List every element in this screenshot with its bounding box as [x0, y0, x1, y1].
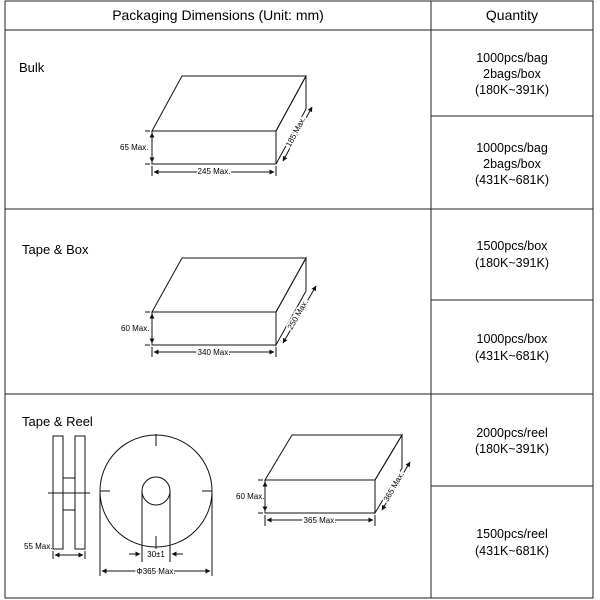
reel-box-drawing — [258, 435, 410, 526]
reel-side-width-dim: 55 Max. — [24, 542, 53, 551]
section-label-tape-box: Tape & Box — [22, 242, 89, 257]
qty-line: 1500pcs/box — [476, 239, 548, 253]
section-label-bulk: Bulk — [19, 60, 45, 75]
qty-line: (431K~681K) — [474, 173, 550, 187]
qty-line: (431K~681K) — [474, 544, 550, 558]
tape-box-quantity-2 — [475, 332, 549, 363]
qty-line: 1000pcs/bag — [476, 51, 548, 65]
qty-line: 2000pcs/reel — [476, 426, 548, 440]
bulk-width-dim: 245 Max. — [197, 167, 231, 176]
reel-side-view-drawing — [48, 436, 90, 559]
qty-line: (180K~391K) — [474, 256, 550, 270]
reel-box-height-dim: 60 Max. — [236, 492, 265, 501]
tape-box-depth-dim: 250 Max. — [285, 298, 310, 332]
header-quantity: Quantity — [485, 7, 539, 23]
bulk-quantity-1 — [475, 51, 549, 97]
reel-hub-dim: 30±1 — [147, 550, 165, 559]
qty-line: 1000pcs/bag — [476, 141, 548, 155]
qty-line: 2bags/box — [483, 157, 541, 171]
reel-diameter-dim: Φ365 Max. — [136, 567, 176, 576]
bulk-box-drawing — [145, 76, 312, 176]
header-dimensions: Packaging Dimensions (Unit: mm) — [112, 7, 324, 23]
qty-line: (431K~681K) — [474, 349, 550, 363]
bulk-height-dim: 65 Max. — [120, 143, 149, 152]
reel-box-depth-dim: 365 Max. — [381, 470, 406, 504]
tape-box-width-dim: 340 Max. — [197, 348, 231, 357]
reel-box-width-dim: 365 Max. — [303, 516, 337, 525]
tape-box-height-dim: 60 Max. — [121, 324, 150, 333]
tape-reel-quantity-1 — [475, 426, 549, 456]
tape-box-quantity-1 — [475, 239, 549, 270]
qty-line: (180K~391K) — [474, 442, 550, 456]
tape-box-drawing — [145, 258, 316, 357]
qty-line: (180K~391K) — [474, 83, 550, 97]
qty-line: 2bags/box — [483, 67, 541, 81]
qty-line: 1000pcs/box — [476, 332, 548, 346]
section-label-tape-reel: Tape & Reel — [22, 414, 93, 429]
bulk-depth-dim: 185 Max. — [284, 115, 308, 149]
bulk-quantity-2 — [475, 141, 549, 187]
qty-line: 1500pcs/reel — [476, 527, 548, 541]
tape-reel-quantity-2 — [475, 527, 549, 558]
